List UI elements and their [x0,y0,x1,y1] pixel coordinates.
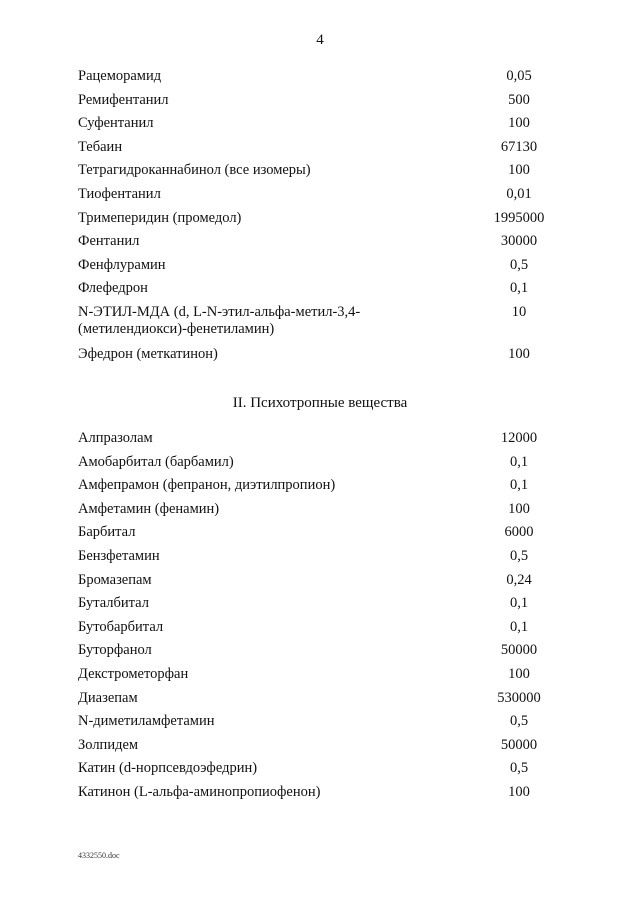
substance-row [78,737,560,753]
substance-name [78,737,408,753]
substance-quantity: 100 [508,115,530,132]
substance-row [78,257,560,273]
substance-row [78,713,560,729]
substance-name-text: Катинон (L-альфа-аминопропиофенон) [78,783,321,800]
substance-row [78,233,560,249]
substance-name-text: Золпидем [78,736,139,753]
substance-row [78,642,560,658]
substance-quantity: 100 [508,162,530,179]
substance-name-text: Амфетамин (фенамин) [78,500,220,517]
substance-name [78,139,408,155]
substance-quantity: 500 [508,91,530,108]
substance-quantity: 100 [508,783,530,800]
section-heading-psychotropic: II. Психотропные вещества [232,395,408,411]
substance-quantity: 0,01 [506,185,532,202]
substance-name-text: Флефедрон [78,280,148,297]
substance-quantity: 67130 [500,138,538,155]
substance-quantity: 0,5 [509,760,529,777]
substance-name-text: Барбитал [78,524,136,541]
substance-row [78,454,560,470]
substance-name [78,690,408,706]
substance-quantity: 100 [508,665,530,682]
substance-row [78,666,560,682]
substance-name [78,186,408,202]
substance-quantity: 0,5 [509,256,529,273]
substance-row [78,68,560,84]
substance-quantity: 0,1 [509,453,529,470]
psychotropic-substances-list [78,430,560,808]
substance-quantity: 6000 [504,524,534,541]
substance-name [78,713,408,729]
substance-name [78,233,408,249]
substance-name [78,477,408,493]
substance-name-text: Фенфлурамин [78,256,166,273]
substance-name-text: Эфедрон (меткатинон) [78,345,218,362]
substance-name-text: Тебаин [78,138,123,155]
substance-name [78,572,408,588]
substance-name [78,280,408,296]
substance-name-text: Тетрагидроканнабинол (все изомеры) [78,162,311,179]
substance-row [78,595,560,611]
substance-row [78,304,560,338]
substance-quantity: 10 [511,303,527,320]
substance-name [78,210,408,226]
narcotic-substances-list [78,68,560,369]
substance-name-text: Амобарбитал (барбамил) [78,453,234,470]
substance-name-text: Алпразолам [78,430,153,446]
substance-name-text: Рацеморамид [78,68,162,84]
substance-name [78,524,408,540]
substance-row [78,139,560,155]
substance-name [78,454,408,470]
substance-quantity: 100 [508,500,530,517]
substance-quantity: 0,1 [509,595,529,612]
substance-quantity: 530000 [497,689,541,706]
substance-name-text: N-ЭТИЛ-МДА (d, L-N-этил-альфа-метил-3,4- [78,303,361,320]
substance-row [78,430,560,446]
substance-row [78,524,560,540]
substance-row [78,92,560,108]
substance-row [78,477,560,493]
substance-name [78,642,408,658]
substance-name-text: N-диметиламфетамин [78,713,215,730]
substance-name-text: Тримеперидин (промедол) [78,209,242,226]
substance-name [78,115,408,131]
substance-quantity: 12000 [500,430,538,446]
substance-name-text: Ремифентанил [78,91,169,108]
substance-quantity: 50000 [500,642,538,659]
substance-name-text: Тиофентанил [78,185,161,202]
substance-name-text: Диазепам [78,689,138,706]
substance-name [78,619,408,635]
substance-quantity: 0,1 [509,618,529,635]
substance-name [78,257,408,273]
substance-name-text: Бутобарбитал [78,618,164,635]
substance-quantity: 100 [508,345,530,362]
substance-name [78,666,408,682]
substance-name-text: Суфентанил [78,115,154,132]
substance-row [78,346,560,362]
substance-name [78,595,408,611]
substance-name-text: Бензфетамин [78,547,160,564]
substance-row [78,115,560,131]
substance-row [78,690,560,706]
substance-row [78,210,560,226]
substance-name [78,68,408,84]
substance-name-text: Амфепрамон (фепранон, диэтилпропион) [78,477,336,494]
substance-quantity: 30000 [500,233,538,250]
substance-row [78,784,560,800]
substance-name [78,162,408,178]
substance-name [78,548,408,564]
substance-name-text-continued: (метилендиокси)-фенетиламин) [78,320,275,337]
substance-quantity: 0,5 [509,547,529,564]
substance-row [78,572,560,588]
substance-name [78,346,408,362]
substance-row [78,548,560,564]
substance-name [78,784,408,800]
substance-row [78,186,560,202]
substance-row [78,280,560,296]
substance-row [78,501,560,517]
substance-name-text: Катин (d-норпсевдоэфедрин) [78,760,258,777]
substance-quantity: 1995000 [493,209,545,226]
substance-name-text: Декстрометорфан [78,665,189,682]
substance-row [78,619,560,635]
substance-name [78,92,408,108]
substance-quantity: 0,24 [506,571,532,588]
substance-name [78,760,408,776]
substance-quantity: 0,05 [506,68,532,84]
substance-row [78,162,560,178]
substance-name-text: Буталбитал [78,595,149,612]
substance-quantity: 0,5 [509,713,529,730]
substance-name-text: Фентанил [78,233,140,250]
substance-quantity: 0,1 [509,280,529,297]
substance-name-text: Бромазепам [78,571,152,588]
page-number: 4 [316,32,324,48]
document-filename: 4332550.doc [78,851,120,860]
substance-name-text: Буторфанол [78,642,152,659]
substance-name [78,304,408,338]
substance-row [78,760,560,776]
substance-quantity: 50000 [500,736,538,753]
substance-name [78,501,408,517]
substance-quantity: 0,1 [509,477,529,494]
substance-name [78,430,408,446]
